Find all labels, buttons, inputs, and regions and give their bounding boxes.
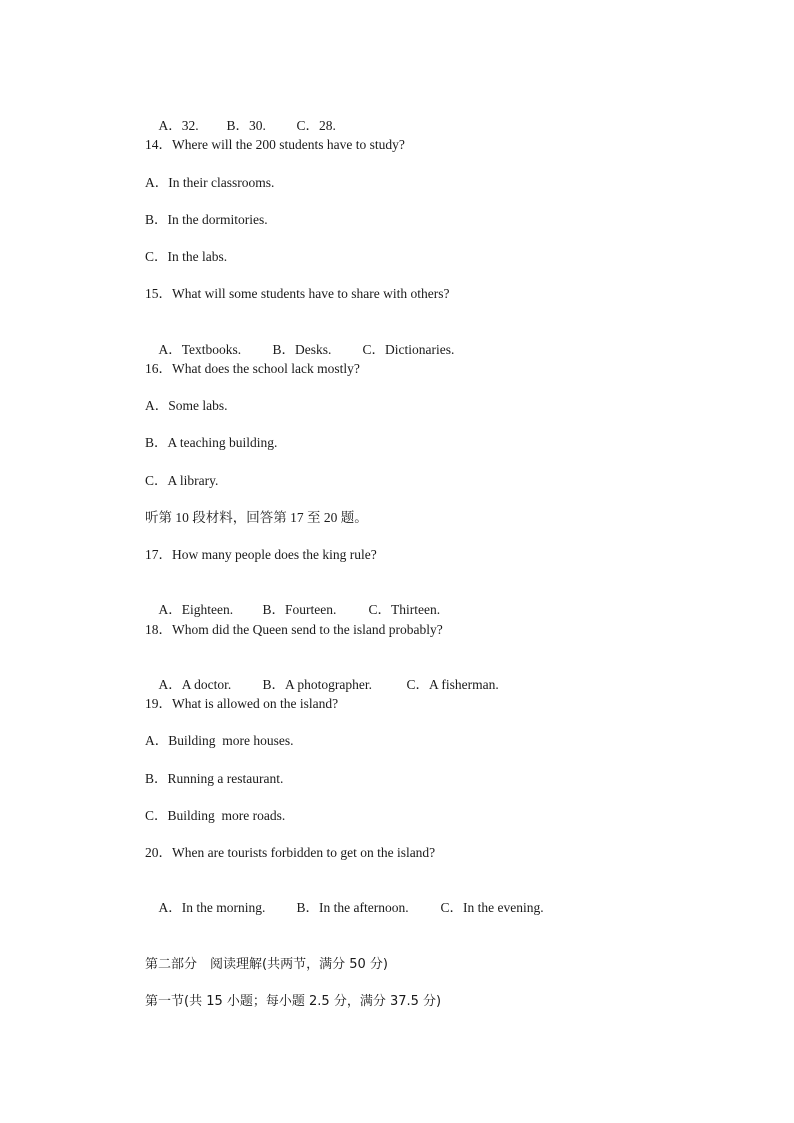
q17-option-c: C．Thirteen. <box>368 602 441 617</box>
q13-option-c: C．28. <box>296 118 336 133</box>
q13-option-b: B．30. <box>226 118 266 133</box>
q20-question: 20．When are tourists forbidden to get on the island? <box>145 845 436 860</box>
q17-question: 17．How many people does the king rule? <box>145 547 377 562</box>
q18-option-b: B．A photographer. <box>262 677 372 692</box>
q13-option-a: A．32. <box>158 118 199 133</box>
q17-option-b: B．Fourteen. <box>262 602 337 617</box>
q15-option-c: C．Dictionaries. <box>362 342 455 357</box>
q18-option-c: C．A fisherman. <box>406 677 499 692</box>
q19-option-b: B．Running a restaurant. <box>145 771 284 786</box>
q20-option-b: B．In the afternoon. <box>296 900 409 915</box>
q15-option-b: B．Desks. <box>272 342 332 357</box>
q17-option-a: A．Eighteen. <box>158 602 234 617</box>
q16-option-c: C．A library. <box>145 473 219 488</box>
listening-instruction: 听第 10 段材料，回答第 17 至 20 题。 <box>145 510 368 525</box>
q20-option-c: C．In the evening. <box>440 900 544 915</box>
q14-option-b: B．In the dormitories. <box>145 212 268 227</box>
q18-question: 18．Whom did the Queen send to the island probably? <box>145 622 443 637</box>
q15-option-a: A．Textbooks. <box>158 342 242 357</box>
part2-section1-title: 第一节(共 15 小题；每小题 2.5 分，满分 37.5 分) <box>145 994 442 1009</box>
q14-option-a: A．In their classrooms. <box>145 175 275 190</box>
q19-question: 19．What is allowed on the island? <box>145 696 339 711</box>
q15-question: 15．What will some students have to share with others? <box>145 286 450 301</box>
part2-title: 第二部分 阅读理解(共两节，满分 50 分) <box>145 957 388 972</box>
q20-options-row <box>145 881 544 935</box>
q16-option-a: A．Some labs. <box>145 398 228 413</box>
q20-option-a: A．In the morning. <box>158 900 266 915</box>
q14-option-c: C．In the labs. <box>145 249 228 264</box>
q16-option-b: B．A teaching building. <box>145 435 278 450</box>
q16-question: 16．What does the school lack mostly? <box>145 361 360 376</box>
q18-option-a: A．A doctor. <box>158 677 232 692</box>
q19-option-a: A．Building more houses. <box>145 733 294 748</box>
q19-option-c: C．Building more roads. <box>145 808 286 823</box>
q14-question: 14．Where will the 200 students have to study? <box>145 137 405 152</box>
